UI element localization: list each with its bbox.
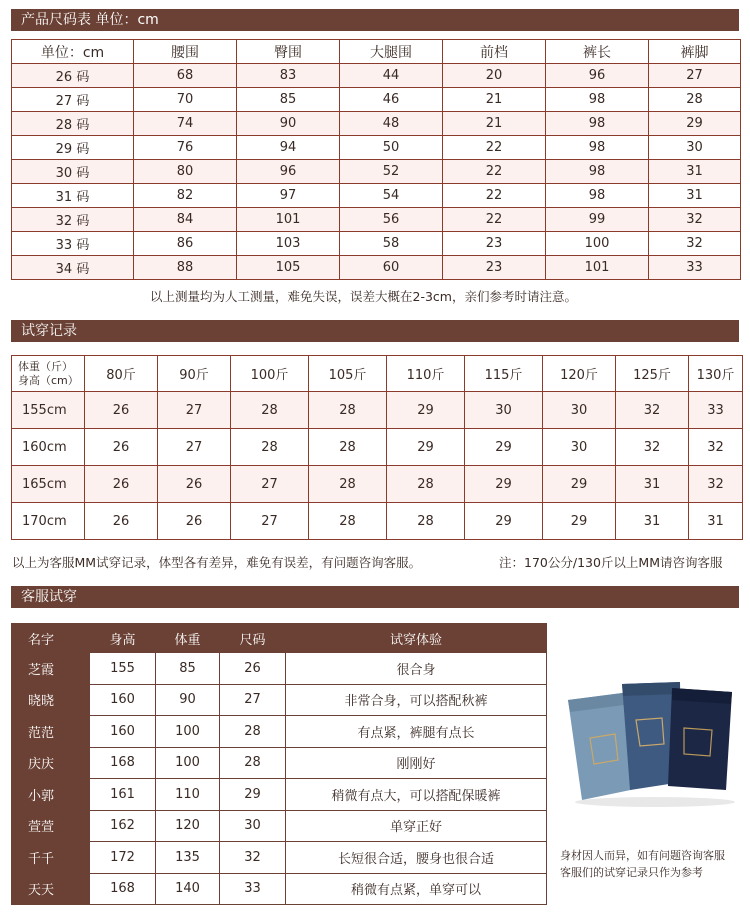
table-row: [12, 392, 743, 429]
size-cell: 32: [689, 466, 743, 503]
mid-jeans-waistband: [622, 682, 680, 696]
weight-header-cell: 125斤: [616, 356, 689, 392]
table-cell: 96: [546, 64, 649, 88]
table-cell: 74: [134, 112, 237, 136]
size-cell: 31: [689, 503, 743, 540]
table-cell: 90: [237, 112, 340, 136]
height-cell: 160cm: [12, 429, 85, 466]
table-row: [12, 503, 743, 540]
table-cell: 有点紧，裤腿有点长: [286, 716, 547, 748]
table-row: [12, 747, 547, 779]
table-cell: 161: [90, 779, 156, 811]
table-cell: 140: [156, 873, 220, 905]
trial-record-table: [11, 355, 743, 540]
size-cell: 33: [689, 392, 743, 429]
table-cell: 172: [90, 842, 156, 874]
table-row: [12, 779, 547, 811]
size-cell: 27: [158, 392, 231, 429]
table-row: [12, 684, 547, 716]
table-cell: 90: [156, 684, 220, 716]
table-cell: 22: [443, 208, 546, 232]
table-cell: 58: [340, 232, 443, 256]
table-cell: 135: [156, 842, 220, 874]
size-chart-title-bar: [11, 9, 739, 31]
table-cell: 80: [134, 160, 237, 184]
shadow: [575, 797, 735, 807]
table-cell: 22: [443, 184, 546, 208]
height-cell: 170cm: [12, 503, 85, 540]
table-cell: 32 码: [12, 208, 134, 232]
table-cell: 31 码: [12, 184, 134, 208]
table-cell: 82: [134, 184, 237, 208]
size-cell: 29: [543, 503, 616, 540]
weight-header-cell: 90斤: [158, 356, 231, 392]
table-cell: 101: [237, 208, 340, 232]
table-row: [12, 716, 547, 748]
size-cell: 28: [309, 466, 387, 503]
table-cell: 155: [90, 653, 156, 685]
header-cell: 身高: [90, 624, 156, 653]
table-cell: 小郭: [12, 779, 90, 811]
table-cell: 52: [340, 160, 443, 184]
table-cell: 单穿正好: [286, 810, 547, 842]
weight-header-cell: 105斤: [309, 356, 387, 392]
table-cell: 32: [649, 208, 741, 232]
table-cell: 100: [546, 232, 649, 256]
corner-cell: [12, 356, 85, 392]
table-cell: 33: [220, 873, 286, 905]
size-cell: 29: [465, 429, 543, 466]
table-cell: 28: [649, 88, 741, 112]
size-cell: 27: [158, 429, 231, 466]
table-row: [12, 208, 741, 232]
table-cell: 很合身: [286, 653, 547, 685]
size-cell: 26: [85, 429, 158, 466]
table-cell: 84: [134, 208, 237, 232]
trial-record-title-bar: [11, 320, 739, 342]
size-cell: 29: [465, 466, 543, 503]
weight-header-cell: 130斤: [689, 356, 743, 392]
size-cell: 28: [387, 503, 465, 540]
table-cell: 88: [134, 256, 237, 280]
table-cell: 28: [220, 716, 286, 748]
table-cell: 范范: [12, 716, 90, 748]
trial-note-right: 注：170公分/130斤以上MM请咨询客服: [499, 555, 723, 570]
table-cell: 168: [90, 747, 156, 779]
table-cell: 162: [90, 810, 156, 842]
size-cell: 26: [85, 503, 158, 540]
table-cell: 31: [649, 160, 741, 184]
table-cell: 46: [340, 88, 443, 112]
table-row: [12, 466, 743, 503]
table-cell: 110: [156, 779, 220, 811]
table-cell: 26 码: [12, 64, 134, 88]
size-cell: 26: [85, 392, 158, 429]
table-row: [12, 232, 741, 256]
table-cell: 98: [546, 160, 649, 184]
size-cell: 28: [387, 466, 465, 503]
table-cell: 60: [340, 256, 443, 280]
table-cell: 86: [134, 232, 237, 256]
table-cell: 30 码: [12, 160, 134, 184]
table-cell: 33 码: [12, 232, 134, 256]
header-cell: 腰围: [134, 40, 237, 64]
table-cell: 160: [90, 716, 156, 748]
height-cell: 165cm: [12, 466, 85, 503]
table-cell: 32: [649, 232, 741, 256]
size-cell: 30: [543, 392, 616, 429]
table-cell: 31: [649, 184, 741, 208]
table-cell: 100: [156, 716, 220, 748]
table-row: [12, 112, 741, 136]
table-cell: 刚刚好: [286, 747, 547, 779]
table-cell: 27: [649, 64, 741, 88]
table-cell: 庆庆: [12, 747, 90, 779]
cs-trial-title-bar: [11, 586, 739, 608]
table-cell: 30: [220, 810, 286, 842]
table-cell: 32: [220, 842, 286, 874]
table-row: [12, 653, 547, 685]
size-cell: 26: [158, 466, 231, 503]
table-row: [12, 160, 741, 184]
table-cell: 56: [340, 208, 443, 232]
table-cell: 34 码: [12, 256, 134, 280]
corner-height-label: 身高（cm）: [18, 373, 79, 387]
header-cell: 大腿围: [340, 40, 443, 64]
trial-note-left: 以上为客服MM试穿记录，体型各有差异，难免有误差，有问题咨询客服。: [12, 555, 422, 570]
header-cell: 体重: [156, 624, 220, 653]
table-row: [12, 88, 741, 112]
table-cell: 30: [649, 136, 741, 160]
dark-jeans: [668, 688, 732, 790]
size-cell: 32: [616, 429, 689, 466]
size-cell: 27: [231, 503, 309, 540]
table-cell: 160: [90, 684, 156, 716]
size-cell: 28: [309, 503, 387, 540]
size-cell: 32: [689, 429, 743, 466]
table-cell: 28: [220, 747, 286, 779]
table-row: [12, 429, 743, 466]
table-cell: 23: [443, 256, 546, 280]
table-cell: 23: [443, 232, 546, 256]
size-cell: 31: [616, 503, 689, 540]
size-cell: 32: [616, 392, 689, 429]
size-cell: 26: [158, 503, 231, 540]
size-cell: 28: [231, 429, 309, 466]
size-chart-note: 以上测量均为人工测量，难免失误，误差大概在2-3cm，亲们参考时请注意。: [150, 289, 577, 304]
size-cell: 28: [309, 429, 387, 466]
table-row: [12, 136, 741, 160]
table-cell: 33: [649, 256, 741, 280]
size-cell: 29: [543, 466, 616, 503]
cs-trial-table: [11, 623, 547, 905]
table-cell: 芝霞: [12, 653, 90, 685]
table-cell: 101: [546, 256, 649, 280]
weight-header-cell: 80斤: [85, 356, 158, 392]
size-cell: 28: [309, 392, 387, 429]
table-cell: 68: [134, 64, 237, 88]
table-cell: 21: [443, 112, 546, 136]
table-cell: 29: [649, 112, 741, 136]
table-cell: 千千: [12, 842, 90, 874]
table-row: [12, 842, 547, 874]
table-cell: 98: [546, 112, 649, 136]
jeans-product-image: [560, 678, 740, 808]
header-cell: 单位：cm: [12, 40, 134, 64]
table-cell: 稍微有点大，可以搭配保暖裤: [286, 779, 547, 811]
table-cell: 85: [156, 653, 220, 685]
table-cell: 85: [237, 88, 340, 112]
table-cell: 稍微有点紧，单穿可以: [286, 873, 547, 905]
table-cell: 29 码: [12, 136, 134, 160]
weight-header-cell: 120斤: [543, 356, 616, 392]
table-cell: 48: [340, 112, 443, 136]
table-cell: 105: [237, 256, 340, 280]
header-cell: 尺码: [220, 624, 286, 653]
table-cell: 29: [220, 779, 286, 811]
table-cell: 100: [156, 747, 220, 779]
table-cell: 22: [443, 136, 546, 160]
table-cell: 98: [546, 184, 649, 208]
table-cell: 天天: [12, 873, 90, 905]
header-cell: 裤长: [546, 40, 649, 64]
size-cell: 28: [231, 392, 309, 429]
table-cell: 26: [220, 653, 286, 685]
table-row: [12, 256, 741, 280]
table-cell: 20: [443, 64, 546, 88]
table-cell: 98: [546, 88, 649, 112]
corner-weight-label: 体重（斤）: [18, 359, 73, 373]
table-cell: 76: [134, 136, 237, 160]
weight-header-cell: 100斤: [231, 356, 309, 392]
weight-header-cell: 115斤: [465, 356, 543, 392]
table-cell: 70: [134, 88, 237, 112]
table-cell: 96: [237, 160, 340, 184]
table-row: [12, 873, 547, 905]
size-cell: 29: [465, 503, 543, 540]
height-cell: 155cm: [12, 392, 85, 429]
trial-record-title: 试穿记录: [21, 323, 77, 339]
size-cell: 29: [387, 429, 465, 466]
size-chart-title: 产品尺码表 单位：cm: [21, 12, 159, 28]
table-cell: 83: [237, 64, 340, 88]
table-cell: 94: [237, 136, 340, 160]
trial-record-header-row: [12, 356, 743, 392]
table-cell: 54: [340, 184, 443, 208]
size-cell: 29: [387, 392, 465, 429]
table-cell: 50: [340, 136, 443, 160]
table-row: [12, 184, 741, 208]
size-chart-table: [11, 39, 741, 280]
cs-trial-title: 客服试穿: [21, 589, 77, 605]
table-cell: 98: [546, 136, 649, 160]
table-row: [12, 64, 741, 88]
table-cell: 晓晓: [12, 684, 90, 716]
table-cell: 168: [90, 873, 156, 905]
table-cell: 27 码: [12, 88, 134, 112]
header-cell: 臀围: [237, 40, 340, 64]
table-cell: 非常合身，可以搭配秋裤: [286, 684, 547, 716]
cs-side-note: [560, 847, 725, 881]
size-cell: 31: [616, 466, 689, 503]
table-cell: 120: [156, 810, 220, 842]
header-cell: 前档: [443, 40, 546, 64]
table-cell: 99: [546, 208, 649, 232]
size-cell: 30: [465, 392, 543, 429]
header-cell: 试穿体验: [286, 624, 547, 653]
table-cell: 22: [443, 160, 546, 184]
size-cell: 30: [543, 429, 616, 466]
size-cell: 27: [231, 466, 309, 503]
side-note-line-2: 客服们的试穿记录只作为参考: [560, 866, 703, 879]
table-cell: 103: [237, 232, 340, 256]
table-cell: 97: [237, 184, 340, 208]
cs-trial-header-row: [12, 624, 547, 653]
header-cell: 名字: [12, 624, 90, 653]
table-cell: 44: [340, 64, 443, 88]
table-cell: 长短很合适，腰身也很合适: [286, 842, 547, 874]
table-row: [12, 810, 547, 842]
size-chart-header-row: [12, 40, 741, 64]
table-cell: 28 码: [12, 112, 134, 136]
table-cell: 萱萱: [12, 810, 90, 842]
table-cell: 27: [220, 684, 286, 716]
table-cell: 21: [443, 88, 546, 112]
side-note-line-1: 身材因人而异，如有问题咨询客服: [560, 849, 725, 862]
header-cell: 裤脚: [649, 40, 741, 64]
weight-header-cell: 110斤: [387, 356, 465, 392]
size-cell: 26: [85, 466, 158, 503]
